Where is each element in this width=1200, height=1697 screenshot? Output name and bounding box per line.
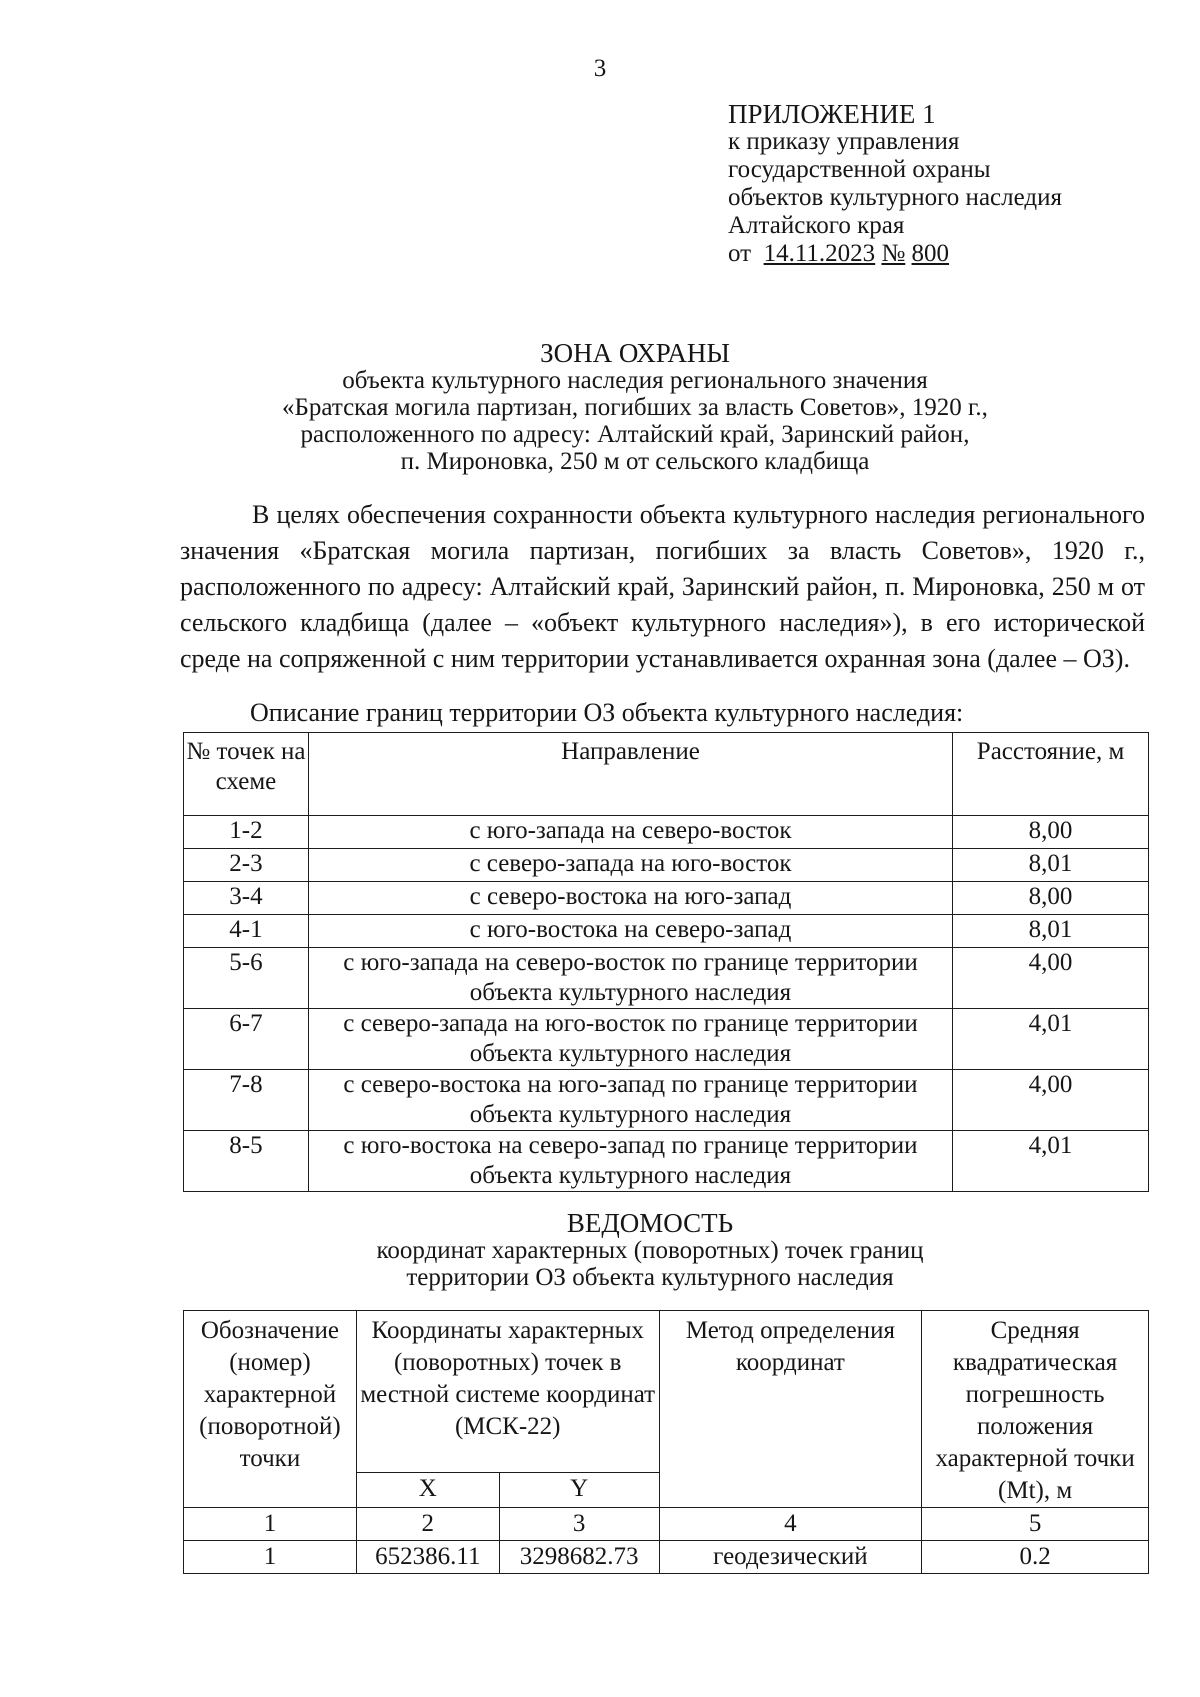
- zone-title-line: расположенного по адресу: Алтайский край, Заринский район,: [300, 421, 970, 448]
- cell-points: 4-1: [184, 915, 309, 948]
- cell-points: 7-8: [184, 1070, 309, 1131]
- zone-title-line: объекта культурного наследия регионального значения: [342, 367, 928, 394]
- header-method: Метод определения координат: [659, 1311, 922, 1508]
- header-distance: Расстояние, м: [953, 733, 1149, 816]
- intro-paragraph: В целях обеспечения сохранности объекта культурного наследия регионального значения «Братская могила партизан, погибших за власть Советов», 1920 г., расположенного по адресу: Алтайский край, Заринский район, п. Мироновка, 250 м от сельского кладбища (далее – «объект культурного наследия»), в его исторической среде на сопряженной с ним территории устанавливается охранная зона (далее – ОЗ).: [180, 500, 1145, 673]
- zone-title-line: «Братская могила партизан, погибших за власть Советов», 1920 г.,: [282, 394, 988, 421]
- table-row: [184, 1070, 1149, 1131]
- appendix-date-line: [728, 240, 1062, 268]
- cell-direction: с юго-запада на северо-восток: [308, 816, 952, 849]
- cell-error: 0.2: [922, 1541, 1149, 1574]
- appendix-title: ПРИЛОЖЕНИЕ 1: [728, 99, 936, 129]
- index-cell: 5: [922, 1508, 1149, 1541]
- cell-distance: 8,01: [953, 849, 1149, 882]
- table-row: [184, 1131, 1149, 1192]
- zone-title-line: п. Мироновка, 250 м от сельского кладбища: [400, 448, 870, 475]
- table-header-row: [184, 1311, 1149, 1473]
- order-number: 800: [911, 240, 950, 267]
- table-row: [184, 948, 1149, 1009]
- order-date: 14.11.2023: [763, 240, 876, 267]
- table-row: [184, 816, 1149, 849]
- table-row: [184, 1009, 1149, 1070]
- boundary-caption: Описание границ территории ОЗ объекта культурного наследия:: [250, 698, 964, 727]
- cell-point: 1: [184, 1541, 357, 1574]
- statement-title-block: [300, 1210, 1000, 1291]
- table-index-row: [184, 1508, 1149, 1541]
- cell-points: 3-4: [184, 882, 309, 915]
- header-coordinates: Координаты характерных (поворотных) точек в местной системе координат (МСК-22): [356, 1311, 659, 1473]
- statement-title-line: координат характерных (поворотных) точек границ: [376, 1237, 924, 1264]
- cell-direction: с северо-востока на юго-запад по границе территории объекта культурного наследия: [308, 1070, 952, 1131]
- table-row: [184, 849, 1149, 882]
- table-row: [184, 1541, 1149, 1574]
- cell-distance: 4,01: [953, 1009, 1149, 1070]
- index-cell: 2: [356, 1508, 499, 1541]
- table-row: [184, 882, 1149, 915]
- cell-y: 3298682.73: [499, 1541, 659, 1574]
- page-number: 3: [593, 55, 607, 82]
- cell-points: 5-6: [184, 948, 309, 1009]
- cell-distance: 8,01: [953, 915, 1149, 948]
- cell-direction: с юго-востока на северо-запад: [308, 915, 952, 948]
- cell-direction: с северо-запада на юго-восток: [308, 849, 952, 882]
- cell-distance: 4,01: [953, 1131, 1149, 1192]
- header-direction: Направление: [308, 733, 952, 816]
- number-prefix: №: [881, 240, 906, 267]
- index-cell: 1: [184, 1508, 357, 1541]
- cell-distance: 4,00: [953, 948, 1149, 1009]
- date-prefix: от: [728, 240, 752, 267]
- cell-distance: 4,00: [953, 1070, 1149, 1131]
- header-error: Средняя квадратическая погрешность положения характерной точки (Mt), м: [922, 1311, 1149, 1508]
- coordinates-table: [183, 1310, 1149, 1574]
- header-y: Y: [499, 1473, 659, 1508]
- cell-direction: с юго-востока на северо-запад по границе территории объекта культурного наследия: [308, 1131, 952, 1192]
- cell-points: 6-7: [184, 1009, 309, 1070]
- cell-direction: с северо-востока на юго-запад: [308, 882, 952, 915]
- cell-method: геодезический: [659, 1541, 922, 1574]
- statement-title-line: территории ОЗ объекта культурного наследия: [406, 1264, 894, 1291]
- index-cell: 3: [499, 1508, 659, 1541]
- cell-direction: с северо-запада на юго-восток по границе территории объекта культурного наследия: [308, 1009, 952, 1070]
- cell-points: 2-3: [184, 849, 309, 882]
- cell-x: 652386.11: [356, 1541, 499, 1574]
- cell-distance: 8,00: [953, 816, 1149, 849]
- cell-points: 8-5: [184, 1131, 309, 1192]
- zone-title: ЗОНА ОХРАНЫ: [540, 338, 730, 368]
- appendix-line: государственной охраны: [728, 156, 991, 183]
- statement-title: ВЕДОМОСТЬ: [566, 1208, 734, 1238]
- index-cell: 4: [659, 1508, 922, 1541]
- header-x: X: [356, 1473, 499, 1508]
- table-row: [184, 915, 1149, 948]
- table-header-row: [184, 733, 1149, 816]
- cell-direction: с юго-запада на северо-восток по границе территории объекта культурного наследия: [308, 948, 952, 1009]
- cell-points: 1-2: [184, 816, 309, 849]
- intro-section: [180, 497, 1145, 677]
- appendix-block: [728, 100, 1062, 268]
- boundary-table: [183, 732, 1149, 1192]
- appendix-line: Алтайского края: [728, 212, 905, 239]
- zone-title-block: [200, 340, 1070, 475]
- appendix-line: к приказу управления: [728, 128, 960, 155]
- cell-distance: 8,00: [953, 882, 1149, 915]
- header-points: № точек на схеме: [184, 733, 309, 816]
- header-designation: Обозначение (номер) характерной (поворотной) точки: [184, 1311, 357, 1508]
- appendix-line: объектов культурного наследия: [728, 184, 1062, 211]
